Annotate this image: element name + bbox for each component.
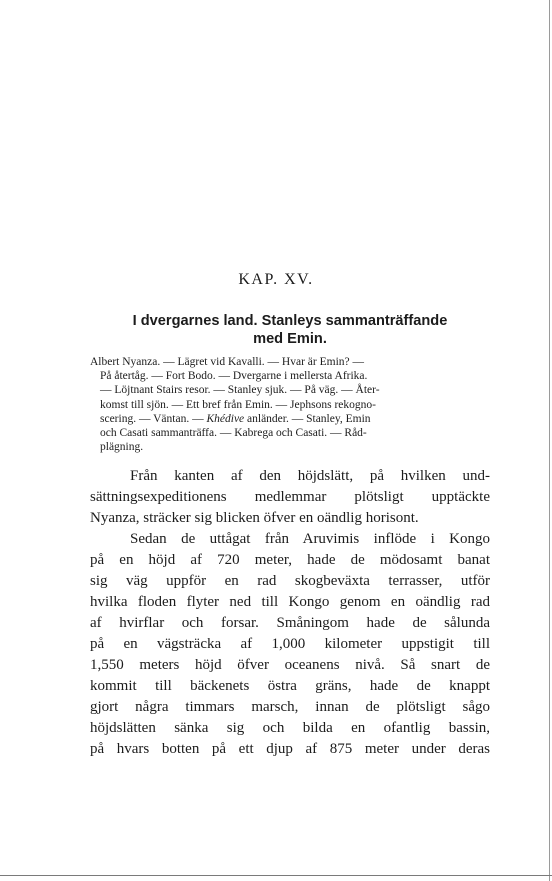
- body-line: Sedan de uttågat från Aruvimis inflöde i Kongo: [130, 531, 490, 547]
- khedive-italic: Khédive: [206, 412, 245, 425]
- body-line: 1,550 meters höjd öfver oceanens nivå. Så snart de: [90, 657, 490, 673]
- body-line: gjort några timmars marsch, innan de plötsligt sågo: [90, 699, 490, 715]
- summary-line: och Casati sammanträffa. — Kabrega och Casati. — Råd-: [100, 426, 367, 439]
- summary-line-rest: anländer. — Stanley, Emin: [247, 412, 371, 425]
- chapter-title: [90, 312, 490, 348]
- summary-line: På återtåg. — Fort Bodo. — Dvergarne i mellersta Afrika.: [100, 370, 368, 383]
- body-text: [90, 466, 490, 760]
- chapter-heading: KAP. XV.: [238, 271, 314, 288]
- body-line: af hvirflar och forsar. Småningom hade de sålunda: [90, 615, 490, 631]
- summary-line: [90, 412, 488, 426]
- body-line: på en höjd af 720 meter, hade de mödosamt banat: [90, 552, 490, 568]
- body-line: sättningsexpeditionens medlemmar plötsligt upptäckte: [90, 489, 490, 505]
- page-edge: [549, 0, 550, 881]
- summary-line-text: scering. — Väntan. —: [100, 412, 204, 425]
- body-line: på hvars botten på ett djup af 875 meter under deras: [90, 741, 490, 757]
- summary-line: komst till sjön. — Ett bref från Emin. — Jephsons rekogno-: [100, 398, 376, 411]
- chapter-summary: [90, 355, 488, 454]
- body-line: kommit till bäckenets östra gräns, hade de knappt: [90, 678, 490, 694]
- chapter-title-line-1: I dvergarnes land. Stanleys sammanträffande: [132, 313, 448, 329]
- body-line: Från kanten af den höjdslätt, på hvilken und-: [130, 468, 490, 484]
- chapter-title-line-2: med Emin.: [253, 331, 327, 347]
- body-line: höjdslätten sänka sig och bilda en ofantlig bassin,: [90, 720, 490, 736]
- body-line: på en vägsträcka af 1,000 kilometer uppstigit till: [90, 636, 490, 652]
- summary-line: Albert Nyanza. — Lägret vid Kavalli. — Hvar är Emin? —: [90, 356, 364, 368]
- summary-line: — Löjtnant Stairs resor. — Stanley sjuk. — På väg. — Åter-: [100, 384, 380, 397]
- body-line: Nyanza, sträcker sig blicken öfver en oändlig horisont.: [90, 510, 419, 526]
- body-line: sig väg uppför en rad skogbeväxta terrasser, utför: [90, 573, 490, 589]
- summary-line: plägning.: [100, 441, 144, 454]
- bottom-rule: [0, 875, 552, 876]
- body-line: hvilka floden flyter ned till Kongo genom en oändlig rad: [90, 594, 490, 610]
